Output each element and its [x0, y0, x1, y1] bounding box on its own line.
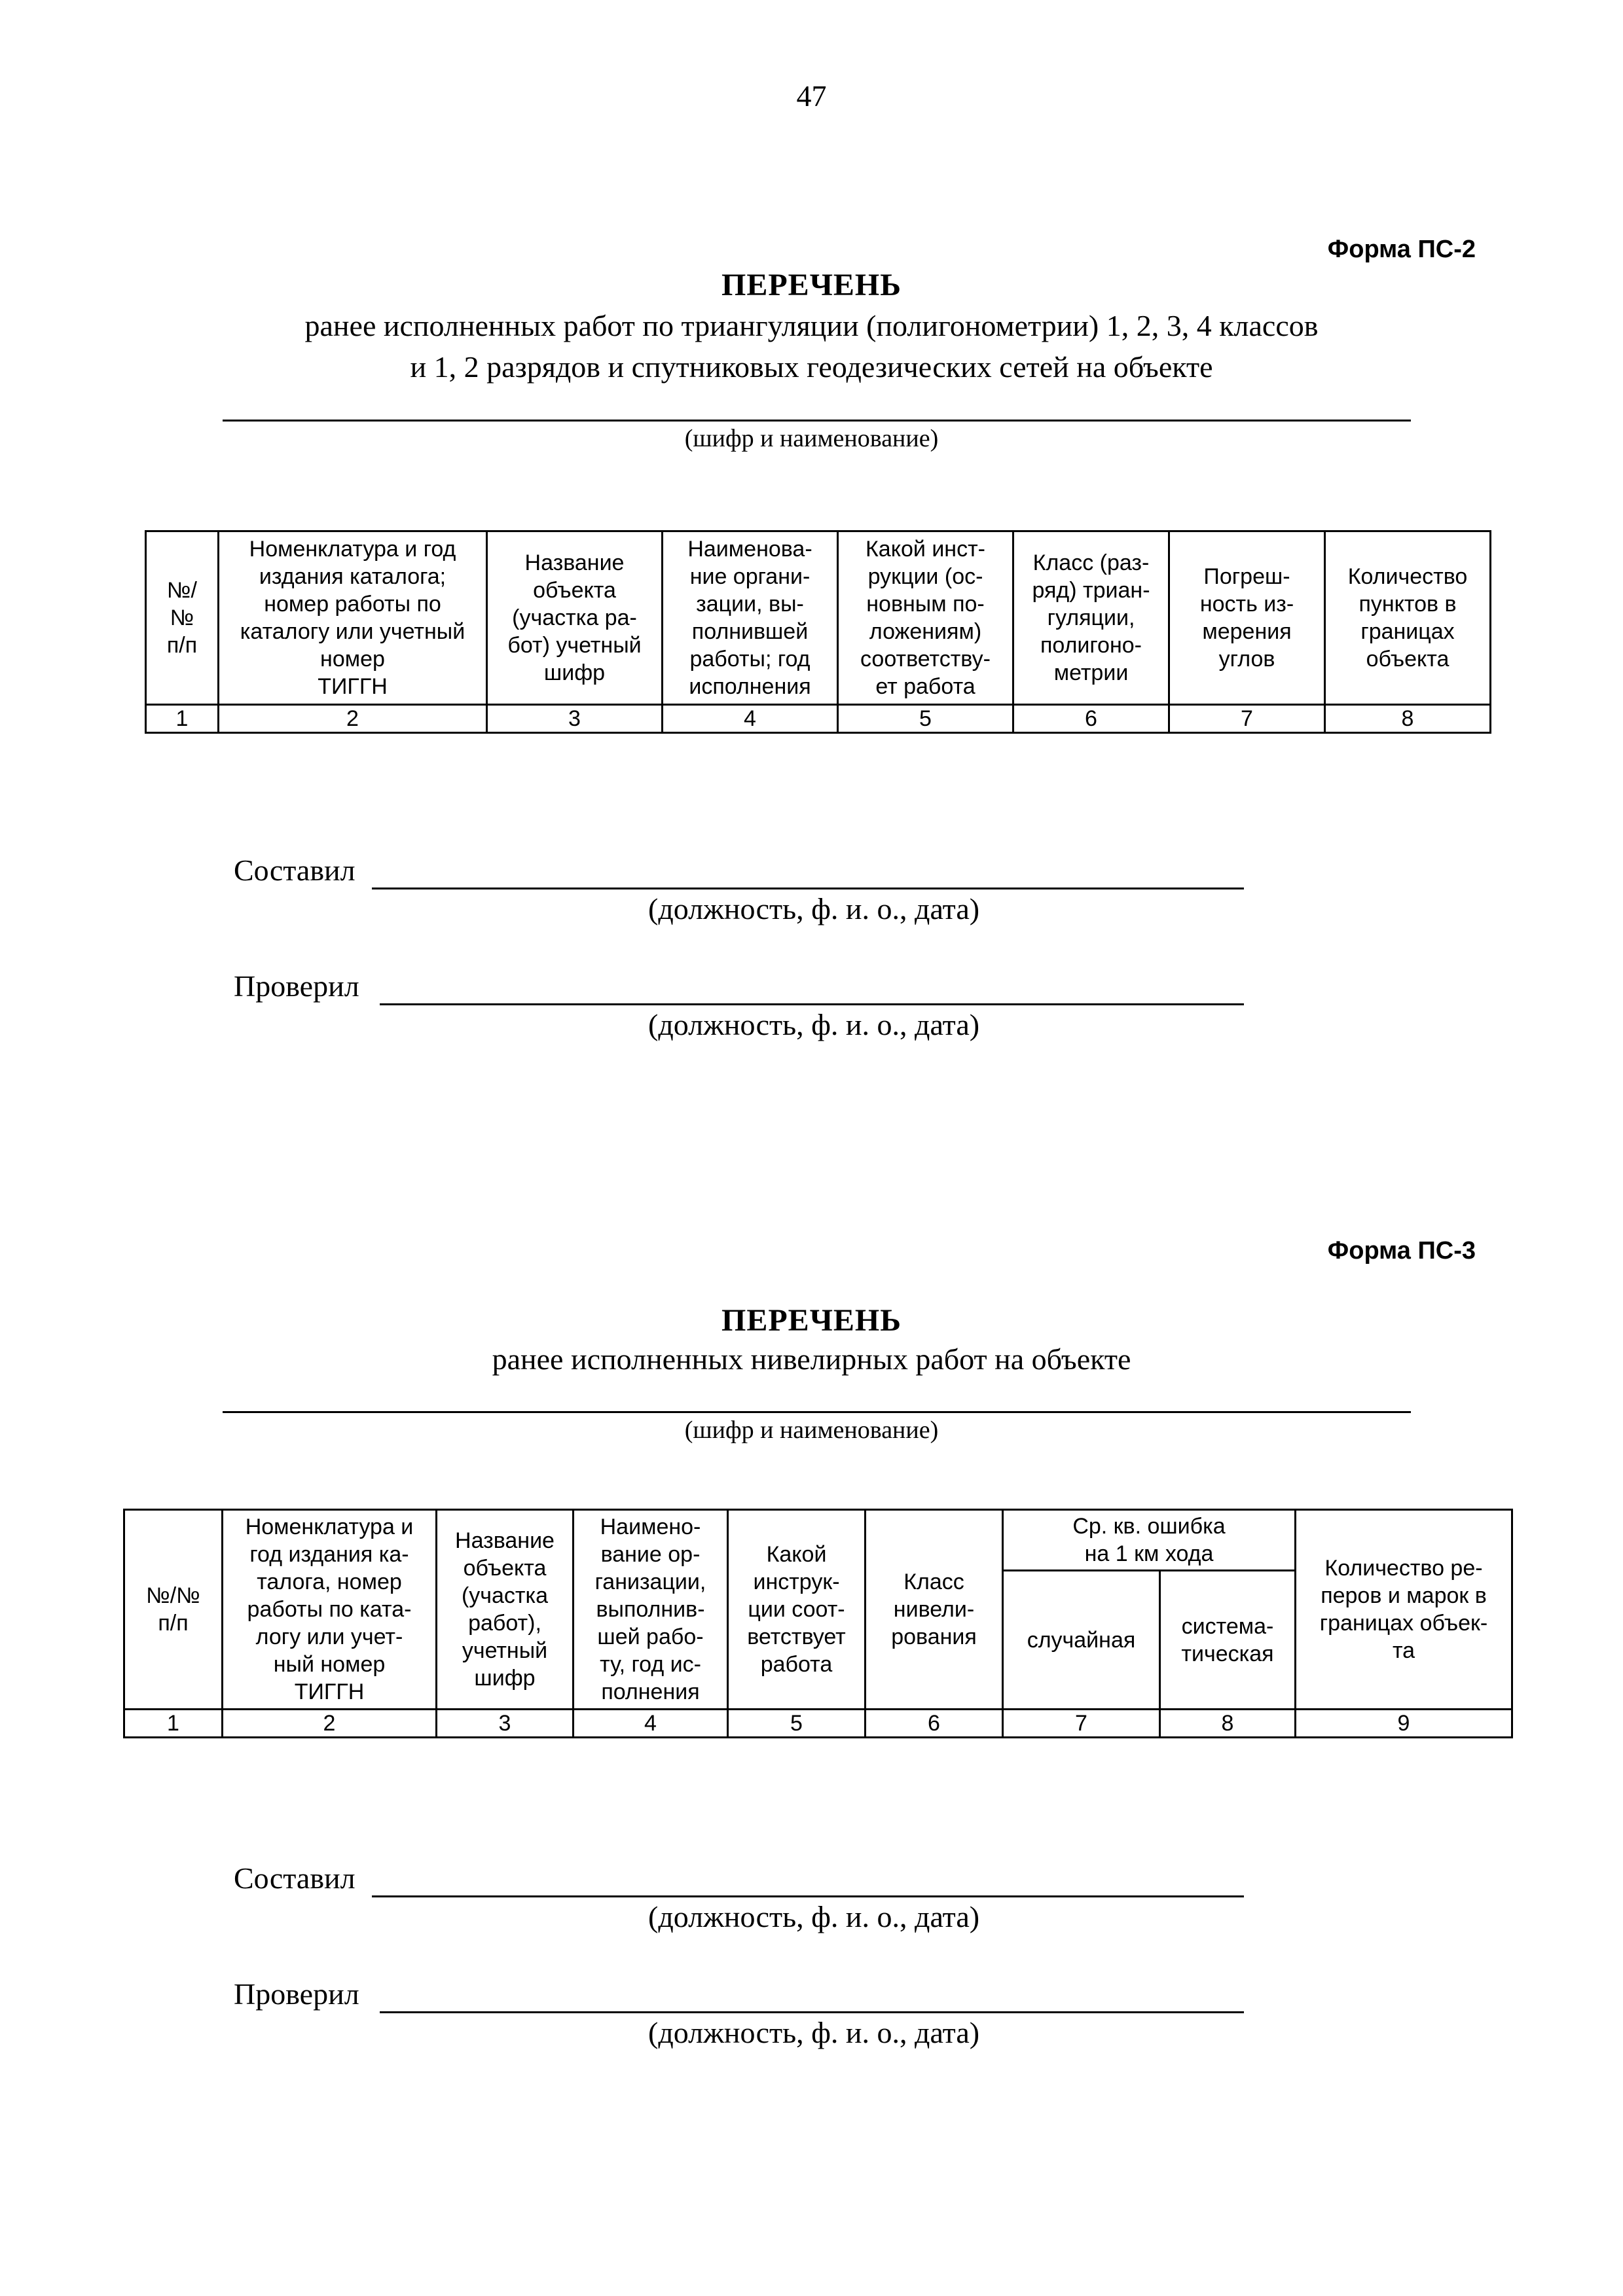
ps3-header-systematic-error: система- тическая — [1160, 1571, 1296, 1710]
ps3-compiled-caption: (должность, ф. и. о., дата) — [648, 1900, 980, 1933]
form-ps3-object-line — [223, 1411, 1411, 1413]
ps2-col-number: 5 — [838, 705, 1013, 733]
ps2-col-number: 2 — [219, 705, 487, 733]
ps3-header-rms-error-group: Ср. кв. ошибка на 1 км хода — [1003, 1510, 1296, 1571]
ps3-col-number: 4 — [574, 1710, 728, 1738]
form-ps2-object-caption: (шифр и наименование) — [684, 425, 939, 452]
form-ps3-table — [123, 1509, 1513, 1738]
ps3-header-number: №/№ п/п — [124, 1510, 223, 1710]
ps2-header-angle-error: Погреш- ность из- мерения углов — [1169, 531, 1325, 705]
ps3-col-number: 6 — [866, 1710, 1003, 1738]
ps3-col-number: 3 — [437, 1710, 574, 1738]
ps2-col-number: 8 — [1325, 705, 1491, 733]
ps3-col-number: 7 — [1003, 1710, 1160, 1738]
form-ps2-subtitle-line1: ранее исполненных работ по триангуляции (полигонометрии) 1, 2, 3, 4 классов — [304, 309, 1319, 342]
form-ps3-title: ПЕРЕЧЕНЬ — [721, 1303, 902, 1338]
ps3-checked-caption: (должность, ф. и. о., дата) — [648, 2016, 980, 2049]
form-ps3-label: Форма ПС-3 — [1327, 1237, 1476, 1265]
ps2-header-catalog: Номенклатура и год издания каталога; номер работы по каталогу или учетный номер ТИГГН — [219, 531, 487, 705]
form-ps2-label: Форма ПС-2 — [1327, 236, 1476, 263]
ps3-header-leveling-class: Класс нивели- рования — [866, 1510, 1003, 1710]
ps2-col-number: 3 — [487, 705, 663, 733]
ps3-compiled-line — [372, 1895, 1244, 1897]
form-ps2-subtitle-line2: и 1, 2 разрядов и спутниковых геодезических сетей на объекте — [410, 350, 1213, 384]
form-ps2-title: ПЕРЕЧЕНЬ — [721, 268, 902, 302]
ps3-col-number: 5 — [728, 1710, 866, 1738]
form-ps3-object-caption: (шифр и наименование) — [684, 1416, 939, 1444]
ps3-header-catalog: Номенклатура и год издания ка- талога, номер работы по ката- логу или учет- ный номер ТИГГН — [223, 1510, 437, 1710]
ps2-compiled-label: Составил — [234, 853, 356, 887]
form-ps2-table — [145, 530, 1491, 734]
ps3-col-number: 9 — [1296, 1710, 1512, 1738]
ps3-checked-label: Проверил — [234, 1977, 359, 2011]
ps2-compiled-line — [372, 888, 1244, 889]
ps2-col-number: 6 — [1013, 705, 1169, 733]
page-number: 47 — [796, 79, 827, 113]
ps3-col-number: 1 — [124, 1710, 223, 1738]
ps2-col-number: 7 — [1169, 705, 1325, 733]
ps2-checked-caption: (должность, ф. и. о., дата) — [648, 1008, 980, 1041]
ps2-checked-label: Проверил — [234, 969, 359, 1003]
ps3-header-instruction: Какой инструк- ции соот- ветствует работа — [728, 1510, 866, 1710]
ps3-header-random-error: случайная — [1003, 1571, 1160, 1710]
ps2-compiled-caption: (должность, ф. и. о., дата) — [648, 892, 980, 925]
ps2-header-object-name: Название объекта (участка ра- бот) учетный шифр — [487, 531, 663, 705]
form-ps3-subtitle: ранее исполненных нивелирных работ на объекте — [492, 1342, 1131, 1376]
ps2-header-points-count: Количество пунктов в границах объекта — [1325, 531, 1491, 705]
ps2-header-organization: Наименова- ние органи- зации, вы- полнившей работы; год исполнения — [663, 531, 838, 705]
ps2-header-number: №/ № п/п — [146, 531, 219, 705]
ps3-header-object-name: Название объекта (участка работ), учетный шифр — [437, 1510, 574, 1710]
ps3-col-number: 8 — [1160, 1710, 1296, 1738]
ps2-col-number: 1 — [146, 705, 219, 733]
ps3-col-number: 2 — [223, 1710, 437, 1738]
ps3-compiled-label: Составил — [234, 1861, 356, 1895]
ps3-checked-line — [380, 2011, 1244, 2013]
ps2-col-number: 4 — [663, 705, 838, 733]
ps3-header-organization: Наимено- вание ор- ганизации, выполнив- шей рабо- ту, год ис- полнения — [574, 1510, 728, 1710]
ps2-checked-line — [380, 1003, 1244, 1005]
form-ps2-object-line — [223, 420, 1411, 422]
ps2-header-instruction: Какой инст- рукции (ос- новным по- ложениям) соответству- ет работа — [838, 531, 1013, 705]
ps2-header-class: Класс (раз- ряд) триан- гуляции, полигоно- метрии — [1013, 531, 1169, 705]
ps3-header-benchmarks-count: Количество ре- перов и марок в границах объек- та — [1296, 1510, 1512, 1710]
